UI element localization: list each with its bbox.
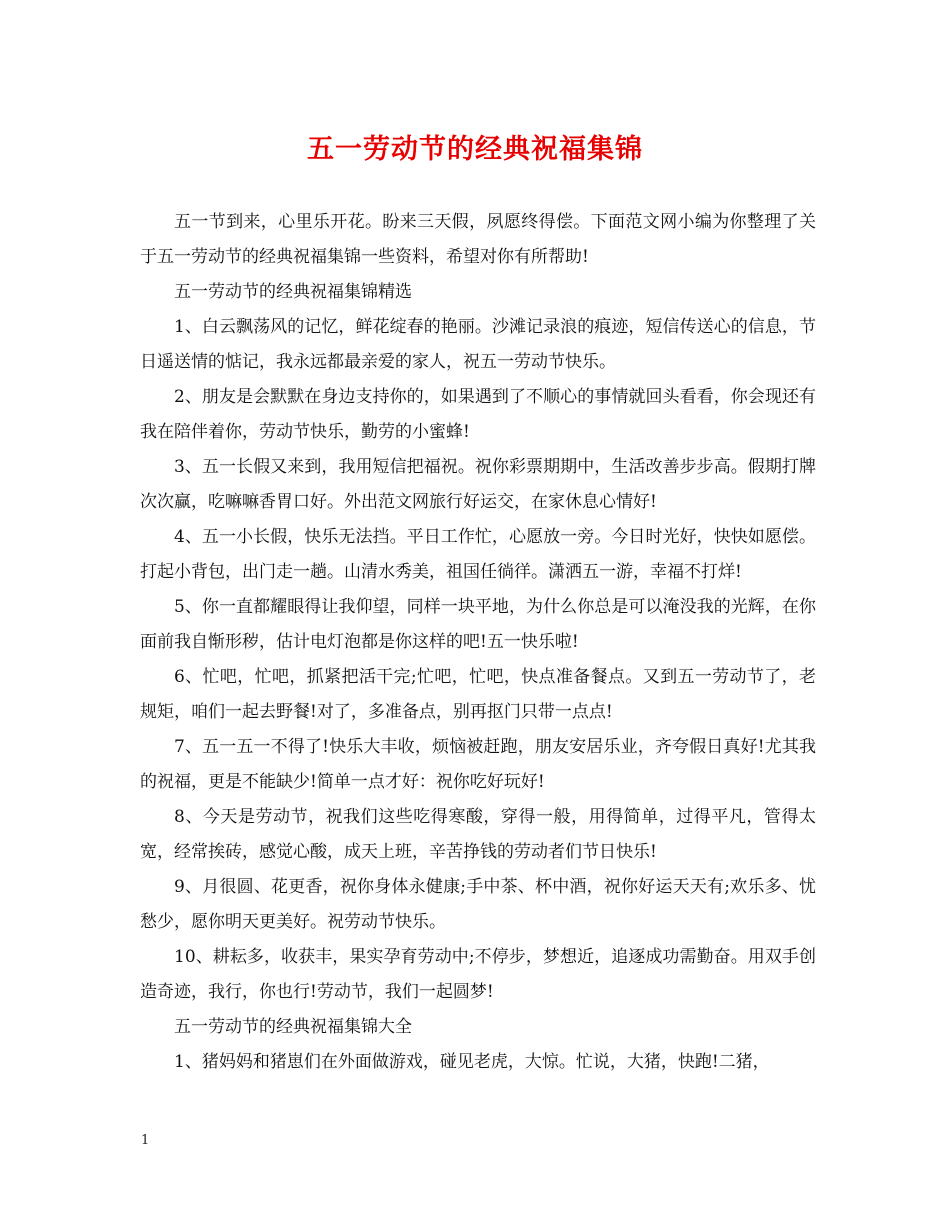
paragraph-item-6: 6、忙吧，忙吧，抓紧把活干完;忙吧，忙吧，快点准备餐点。又到五一劳动节了，老规矩，咱们一起去野餐!对了，多准备点，别再抠门只带一点点! [140,667,816,722]
paragraph-item-5: 5、你一直都耀眼得让我仰望，同样一块平地，为什么你总是可以淹没我的光辉，在你面前我自惭形秽，估计电灯泡都是你这样的吧!五一快乐啦! [140,597,816,652]
paragraph-item-7: 7、五一五一不得了!快乐大丰收，烦恼被赶跑，朋友安居乐业，齐夸假日真好!尤其我的祝福，更是不能缺少!简单一点才好：祝你吃好玩好! [140,737,816,792]
section-heading-collection: 五一劳动节的经典祝福集锦大全 [174,1017,412,1037]
paragraph-item-9: 9、月很圆、花更香，祝你身体永健康;手中茶、杯中酒，祝你好运天天有;欢乐多、忧愁少，愿你明天更美好。祝劳动节快乐。 [140,877,816,932]
page-number: 1 [141,1133,150,1148]
paragraph-item-10: 10、耕耘多，收获丰，果实孕育劳动中;不停步，梦想近，追逐成功需勤奋。用双手创造奇迹，我行，你也行!劳动节，我们一起圆梦! [140,947,816,1002]
paragraph-item-4: 4、五一小长假，快乐无法挡。平日工作忙，心愿放一旁。今日时光好，快快如愿偿。打起小背包，出门走一趟。山清水秀美，祖国任徜徉。潇洒五一游，幸福不打烊! [140,527,816,582]
paragraph-intro: 五一节到来，心里乐开花。盼来三天假，夙愿终得偿。下面范文网小编为你整理了关于五一劳动节的经典祝福集锦一些资料，希望对你有所帮助! [140,212,816,267]
paragraph-item-1: 1、白云飘荡风的记忆，鲜花绽春的艳丽。沙滩记录浪的痕迹，短信传送心的信息，节日遥送情的惦记，我永远都最亲爱的家人，祝五一劳动节快乐。 [140,317,816,372]
paragraph-item-2: 2、朋友是会默默在身边支持你的，如果遇到了不顺心的事情就回头看看，你会现还有我在陪伴着你，劳动节快乐，勤劳的小蜜蜂! [140,387,816,442]
document-body [140,205,816,1080]
document-title: 五一劳动节的经典祝福集锦 [307,134,643,165]
paragraph-item-3: 3、五一长假又来到，我用短信把福祝。祝你彩票期期中，生活改善步步高。假期打牌次次赢，吃嘛嘛香胃口好。外出范文网旅行好运交，在家休息心情好! [140,457,816,512]
section-heading-selected: 五一劳动节的经典祝福集锦精选 [174,282,412,302]
paragraph-item-8: 8、今天是劳动节，祝我们这些吃得寒酸，穿得一般，用得简单，过得平凡，管得太宽，经常挨砖，感觉心酸，成天上班，辛苦挣钱的劳动者们节日快乐! [140,807,816,862]
paragraph-collection-item-1: 1、猪妈妈和猪崽们在外面做游戏，碰见老虎，大惊。忙说，大猪，快跑!二猪， [174,1052,770,1072]
